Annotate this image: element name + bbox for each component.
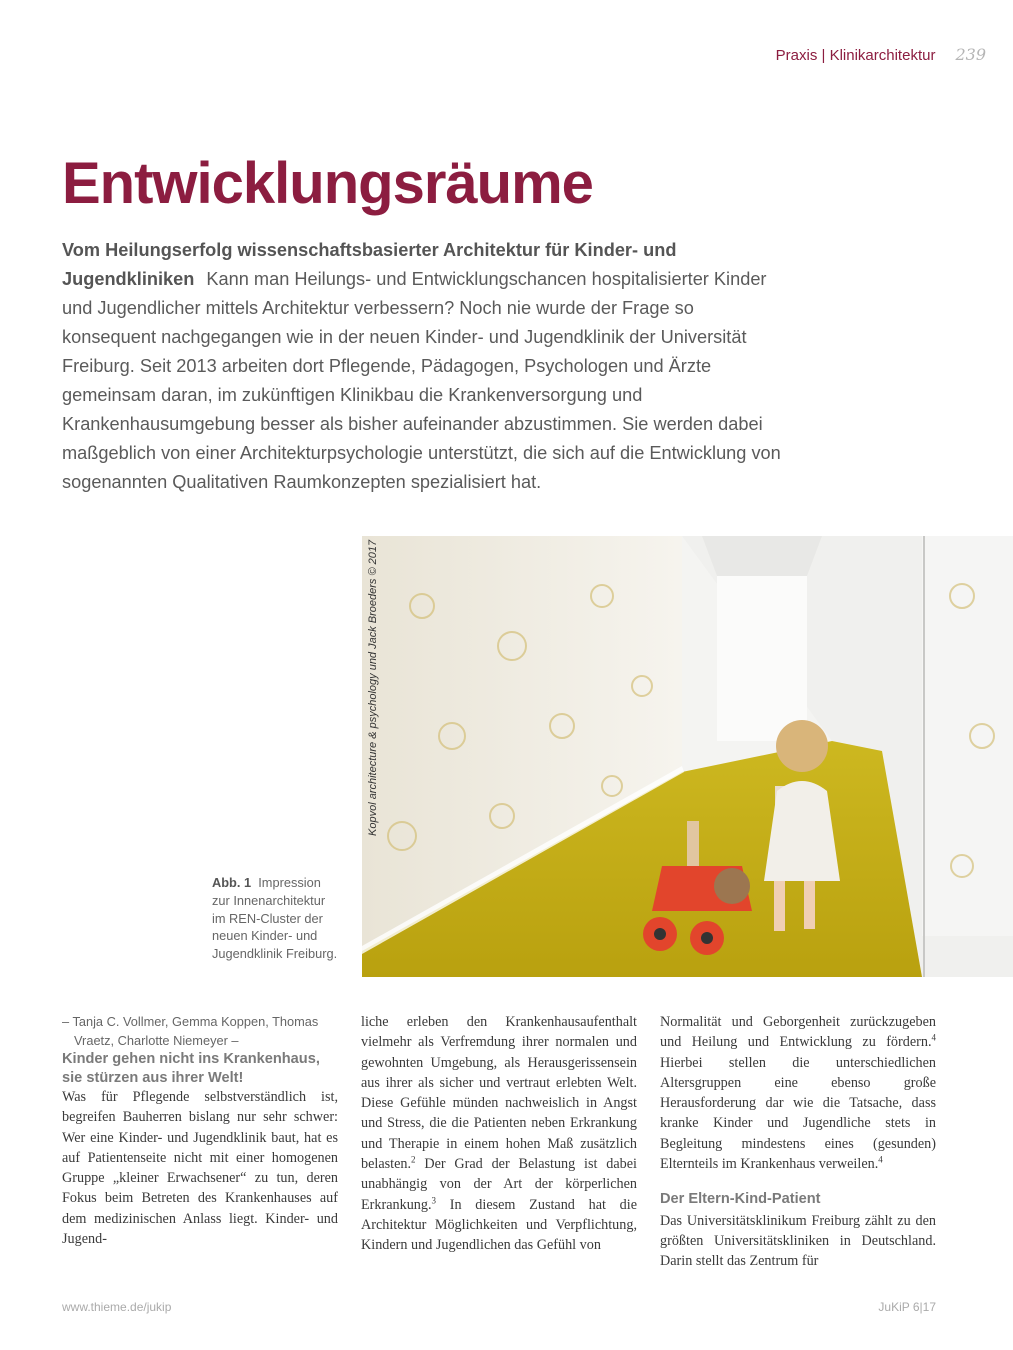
section-heading-2: Der Eltern-Kind-Patient — [660, 1191, 821, 1208]
lead-subtitle: Vom Heilungserfolg wissenschaftsbasierter Architektur für Kinder- und Jugendkliniken — [62, 240, 677, 289]
caption-text: Impression zur Innenarchitektur im REN-Cluster der neuen Kinder- und Jugendklinik Freiburg. — [212, 875, 338, 962]
body-text-4: Das Universitätsklinikum Freiburg zählt zu den größten Universitätskliniken in Deutschland. Darin stellt das Zentrum für — [660, 1212, 936, 1270]
footer-journal: JuKiP 6|17 — [878, 1300, 936, 1314]
text-column-2 — [361, 1012, 637, 1256]
figure-caption — [212, 874, 342, 963]
photo-credit: Kopvol architecture & psychology und Jack Broeders © 2017 — [367, 539, 379, 836]
footnote-ref: 2 — [411, 1154, 416, 1165]
footnote-ref: 3 — [431, 1194, 437, 1205]
body-text-1: Was für Pflegende selbstverständlich ist, begreifen Bauherren bislang nur sehr schwer: Wer eine Kinder- und Jugendklinik baut, hat es auf Patientenseite nicht mit einer homogenen Gruppe „kleiner Erwachsener“ zu tun, deren Fokus beim Betreten des Krankenhauses auf dem medizinischen Anlass liegt. Kinder- und Jugend- — [62, 1089, 338, 1248]
page-number: 239 — [955, 45, 986, 64]
body-text-3: Normalität und Geborgenheit zurückzugeben und Heilung und Entwicklung zu fördern.$^4$ Hierbei stellen die unterschiedlichen Altersgruppen eine ebenso große Herausforderung dar wie die Tatsache, dass kranke Kinder und Jugendliche stets in Begleitung mindestens eines (gesunden) Elternteils im Krankenhaus verweilen.$^4$ — [660, 1014, 936, 1173]
footer-url: www.thieme.de/jukip — [62, 1300, 172, 1314]
lead-paragraph — [62, 236, 787, 497]
footnote-ref: 4 — [931, 1032, 936, 1043]
text-column-3 — [660, 1012, 936, 1272]
article-title: Entwicklungsräume — [62, 151, 593, 216]
body-text-2: liche erleben den Krankenhausaufenthalt vielmehr als Verfremdung ihrer normalen und gewohnten Umgebung, als Herausgerissensein aus ihrer als sicher und vertraut erlebten Welt. Diese Gefühle münden nachweislich in Angst und Stress, die die Patienten neben Erkrankung und Therapie in einem hohen Maß zusätzlich belasten.$^2$ Der Grad der Belastung ist dabei unabhängig von der Art der körperlichen Erkrankung.$^3$ In diesem Zustand hat die Architektur Möglichkeiten und Verpflichtung, Kindern und Jugendlichen das Gefühl von — [361, 1014, 637, 1254]
footnote-ref: 4 — [878, 1154, 883, 1165]
section-heading-1: Kinder gehen nicht ins Krankenhaus, sie stürzen aus ihrer Welt! — [62, 1051, 320, 1086]
author-line: – Tanja C. Vollmer, Gemma Koppen, Thomas Vraetz, Charlotte Niemeyer – — [62, 1014, 319, 1048]
corridor-photo — [362, 536, 1013, 977]
text-column-1 — [62, 1012, 338, 1249]
header-section: Praxis | Klinikarchitektur — [775, 47, 936, 64]
lead-text: Kann man Heilungs- und Entwicklungschancen hospitalisierter Kinder und Jugendlicher mittels Architektur verbessern? Noch nie wurde der Frage so konsequent nachgegangen wie in der neuen Kinder- und Jugendklinik der Universität Freiburg. Seit 2013 arbeiten dort Pflegende, Pädagogen, Psychologen und Ärzte gemeinsam daran, im zukünftigen Klinikbau die Krankenversorgung und Krankenhausumgebung besser als bisher aufeinander abzustimmen. Sie werden dabei maßgeblich von einer Architekturpsychologie unterstützt, die sich auf die Entwicklung von sogenannten Qualitativen Raumkonzepten spezialisiert hat. — [62, 269, 781, 492]
caption-label: Abb. 1 — [212, 875, 252, 890]
running-header — [560, 45, 986, 64]
